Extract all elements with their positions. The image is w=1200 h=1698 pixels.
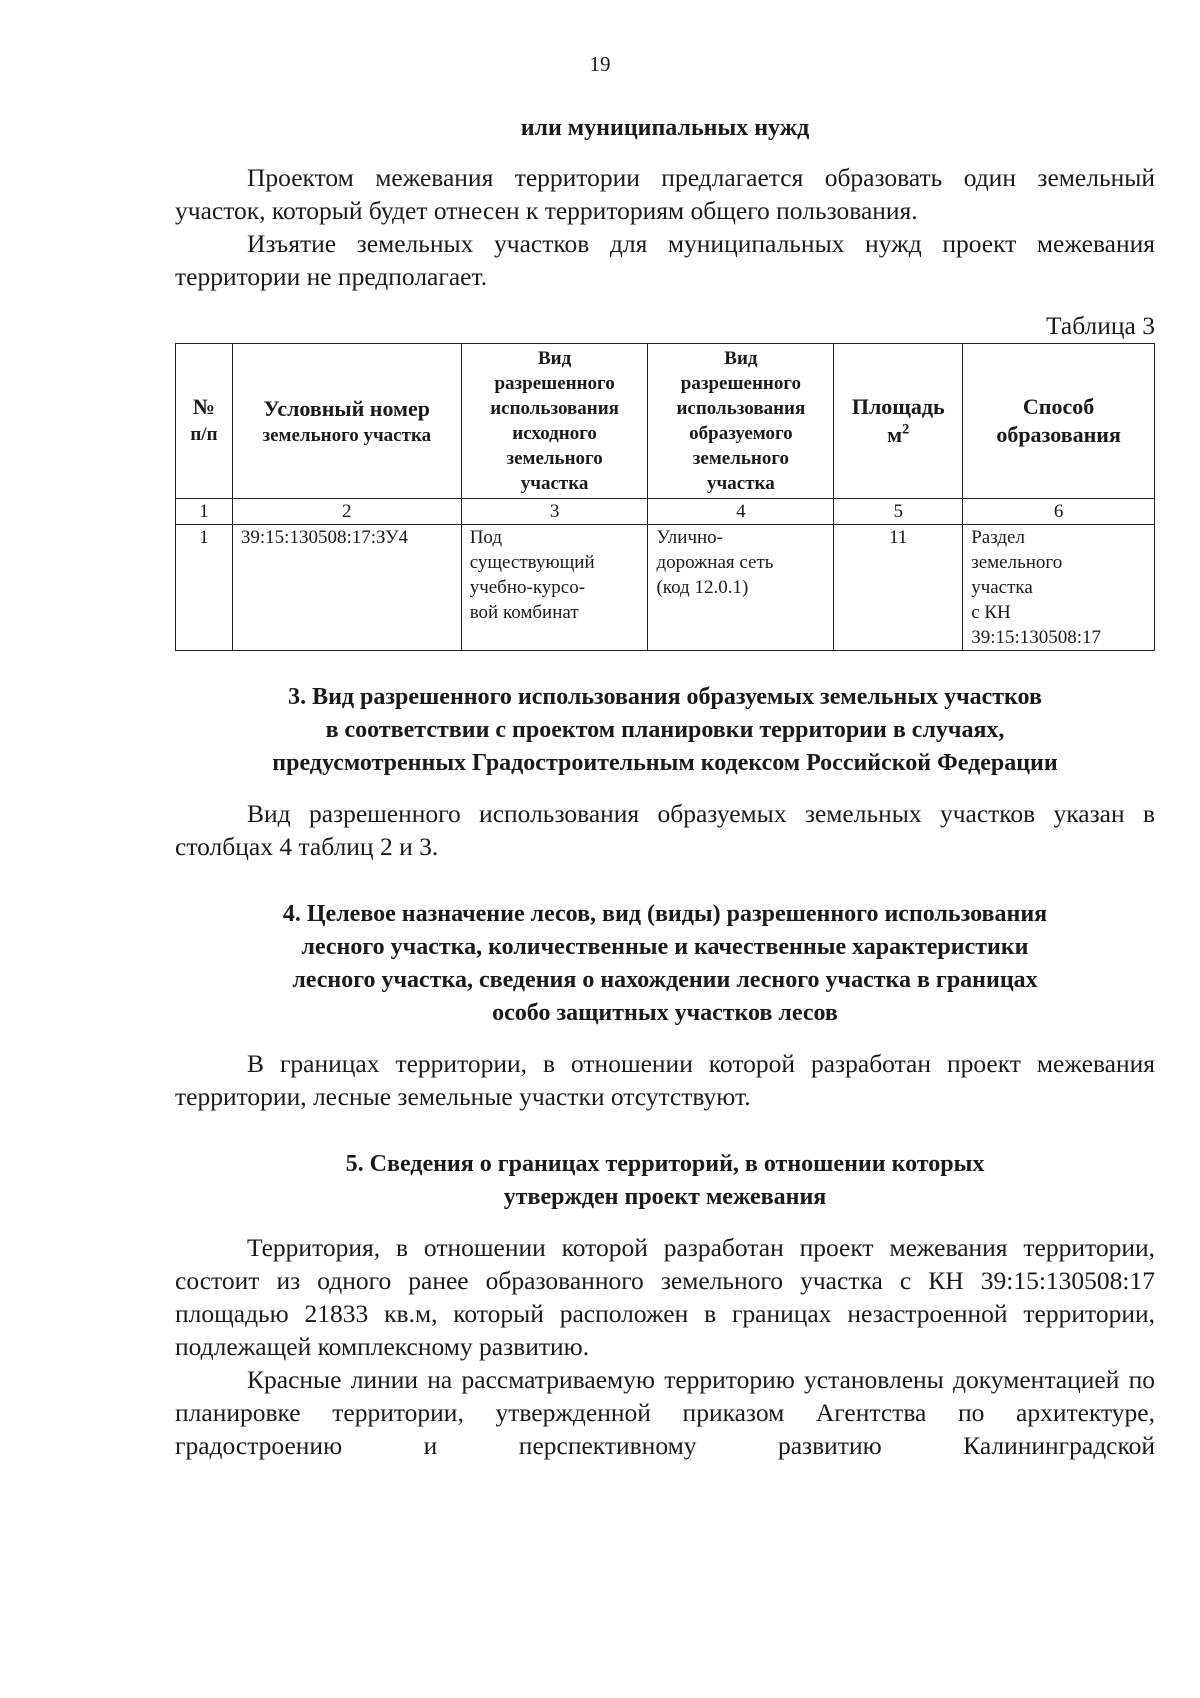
- column-number: 6: [963, 499, 1155, 525]
- column-number: 1: [176, 499, 233, 525]
- page-number: 19: [589, 52, 611, 76]
- intro-heading: или муниципальных нужд: [520, 115, 810, 141]
- row-original-use: Под существующий учебно-курсо- вой комбинат: [461, 525, 648, 651]
- row-num: 1: [176, 525, 233, 651]
- section-4-heading: 4. Целевое назначение лесов, вид (виды) разрешенного использования лесного участка, количественные и качественные характеристики лесного участка, сведения о нахождении лесного участка в границах особо защитных участков лесов: [282, 901, 1048, 1026]
- intro-paragraph-1: Проектом межевания территории предлагается образовать один земельный участок, который будет отнесен к территориям общего пользования.: [175, 163, 1155, 225]
- section-5-heading: 5. Сведения о границах территорий, в отношении которых утвержден проект межевания: [345, 1151, 985, 1210]
- section-5-paragraph-2: Красные линии на рассматриваемую территорию установлены документацией по планировке территории, утвержденной приказом Агентства по архитектуре, градостроению и перспективному развитию Калининградской: [175, 1365, 1155, 1460]
- row-method: Раздел земельного участка с КН 39:15:130508:17: [963, 525, 1155, 651]
- intro-paragraph-2: Изъятие земельных участков для муниципальных нужд проект межевания территории не предполагает.: [175, 229, 1155, 291]
- row-formed-use: Улично- дорожная сеть (код 12.0.1): [648, 525, 834, 651]
- table-caption: Таблица 3: [1045, 311, 1155, 340]
- row-area: 11: [834, 525, 963, 651]
- header-original-use: Вид разрешенного использования исходного земельного участка: [461, 344, 648, 499]
- row-cadastral: 39:15:130508:17:ЗУ4: [232, 525, 461, 651]
- section-3-paragraph: Вид разрешенного использования образуемых земельных участков указан в столбцах 4 таблиц 2 и 3.: [175, 799, 1155, 861]
- column-number: 2: [232, 499, 461, 525]
- header-num: № п/п: [176, 344, 233, 499]
- column-number: 4: [648, 499, 834, 525]
- table-row: [176, 525, 1155, 651]
- table-header-row: [176, 344, 1155, 499]
- page-content: [175, 112, 1155, 1462]
- section-4-paragraph: В границах территории, в отношении которой разработан проект межевания территории, лесные земельные участки отсутствуют.: [175, 1049, 1155, 1111]
- column-numbers-row: [176, 499, 1155, 525]
- column-number: 3: [461, 499, 648, 525]
- header-method: Способ образования: [963, 344, 1155, 499]
- section-5-paragraph-1: Территория, в отношении которой разработан проект межевания территории, состоит из одного ранее образованного земельного участка с КН 39:15:130508:17 площадью 21833 кв.м, который расположен в границах незастроенной территории, подлежащей комплексному развитию.: [175, 1233, 1155, 1361]
- header-area: Площадь $м^2$: [834, 344, 963, 499]
- section-3-heading: 3. Вид разрешенного использования образуемых земельных участков в соответствии с проектом планировки территории в случаях, предусмотренных Градостроительным кодексом Российской Федерации: [272, 684, 1058, 776]
- header-formed-use: Вид разрешенного использования образуемого земельного участка: [648, 344, 834, 499]
- header-cadastral: Условный номер земельного участка: [232, 344, 461, 499]
- column-number: 5: [834, 499, 963, 525]
- land-plots-table: [175, 343, 1155, 651]
